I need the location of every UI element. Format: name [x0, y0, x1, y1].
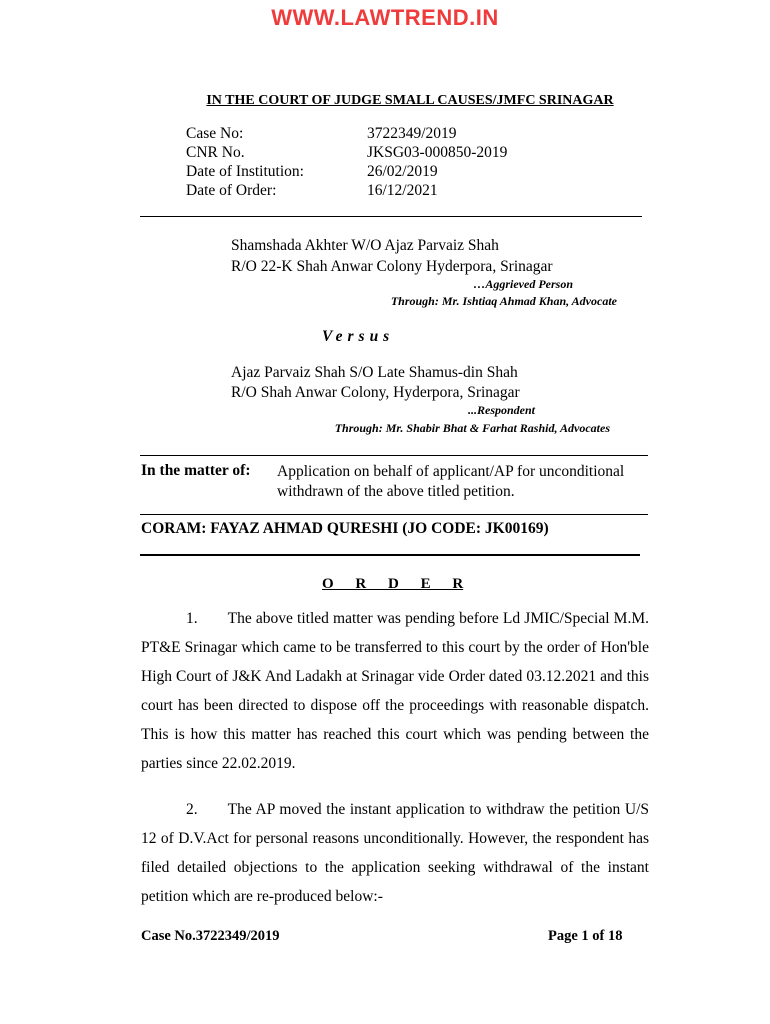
divider-line [140, 514, 648, 515]
paragraph-text: The above titled matter was pending before Ld JMIC/Special M.M. PT&E Srinagar which came to be transferred to this court by the order of Hon'ble High Court of J&K And Ladakh at Srinagar vide Order dated 03.12.2021 and this court has been directed to dispose off the proceedings with reasonable dispatch. This is how this matter has reached this court which was pending between the parties since 22.02.2019. [141, 610, 649, 772]
cnr-value: JKSG03-000850-2019 [367, 144, 508, 161]
institution-date-label: Date of Institution: [186, 163, 304, 180]
paragraph-1 [141, 604, 649, 778]
case-no-label: Case No: [186, 125, 244, 142]
versus-label: Versus [322, 328, 395, 345]
respondent-role: ...Respondent [467, 403, 535, 417]
matter-label: In the matter of: [141, 462, 251, 479]
court-title: IN THE COURT OF JUDGE SMALL CAUSES/JMFC SRINAGAR [206, 93, 614, 108]
respondent-address: R/O Shah Anwar Colony, Hyderpora, Srinagar [231, 384, 520, 401]
respondent-name: Ajaz Parvaiz Shah S/O Late Shamus-din Shah [231, 364, 518, 381]
paragraph-2 [141, 795, 649, 911]
coram-line: CORAM: FAYAZ AHMAD QURESHI (JO CODE: JK00169) [141, 520, 549, 537]
institution-date-value: 26/02/2019 [367, 163, 438, 180]
divider-line [140, 554, 640, 556]
order-heading: O R D E R [322, 576, 464, 592]
order-date-label: Date of Order: [186, 182, 277, 199]
footer-case-ref: Case No.3722349/2019 [141, 928, 280, 944]
petitioner-name: Shamshada Akhter W/O Ajaz Parvaiz Shah [231, 237, 499, 254]
petitioner-address: R/O 22-K Shah Anwar Colony Hyderpora, Srinagar [231, 258, 553, 275]
case-no-value: 3722349/2019 [367, 125, 457, 142]
petitioner-role: …Aggrieved Person [473, 277, 573, 291]
divider-line [140, 216, 642, 217]
petitioner-counsel: Through: Mr. Ishtiaq Ahmad Khan, Advocate [390, 294, 617, 308]
order-date-value: 16/12/2021 [367, 182, 438, 199]
cnr-label: CNR No. [186, 144, 245, 161]
paragraph-number: 1. [186, 610, 198, 627]
matter-text: Application on behalf of applicant/AP for unconditional withdrawn of the above titled petition. [277, 463, 625, 500]
watermark: WWW.LAWTREND.IN [271, 5, 499, 30]
paragraph-number: 2. [186, 801, 198, 818]
footer-page-number: Page 1 of 18 [548, 928, 623, 944]
respondent-counsel: Through: Mr. Shabir Bhat & Farhat Rashid, Advocates [334, 421, 610, 435]
divider-line [140, 455, 648, 456]
paragraph-text: The AP moved the instant application to withdraw the petition U/S 12 of D.V.Act for personal reasons unconditionally. However, the respondent has filed detailed objections to the application seeking withdrawal of the instant petition which are re-produced below:- [141, 801, 649, 905]
